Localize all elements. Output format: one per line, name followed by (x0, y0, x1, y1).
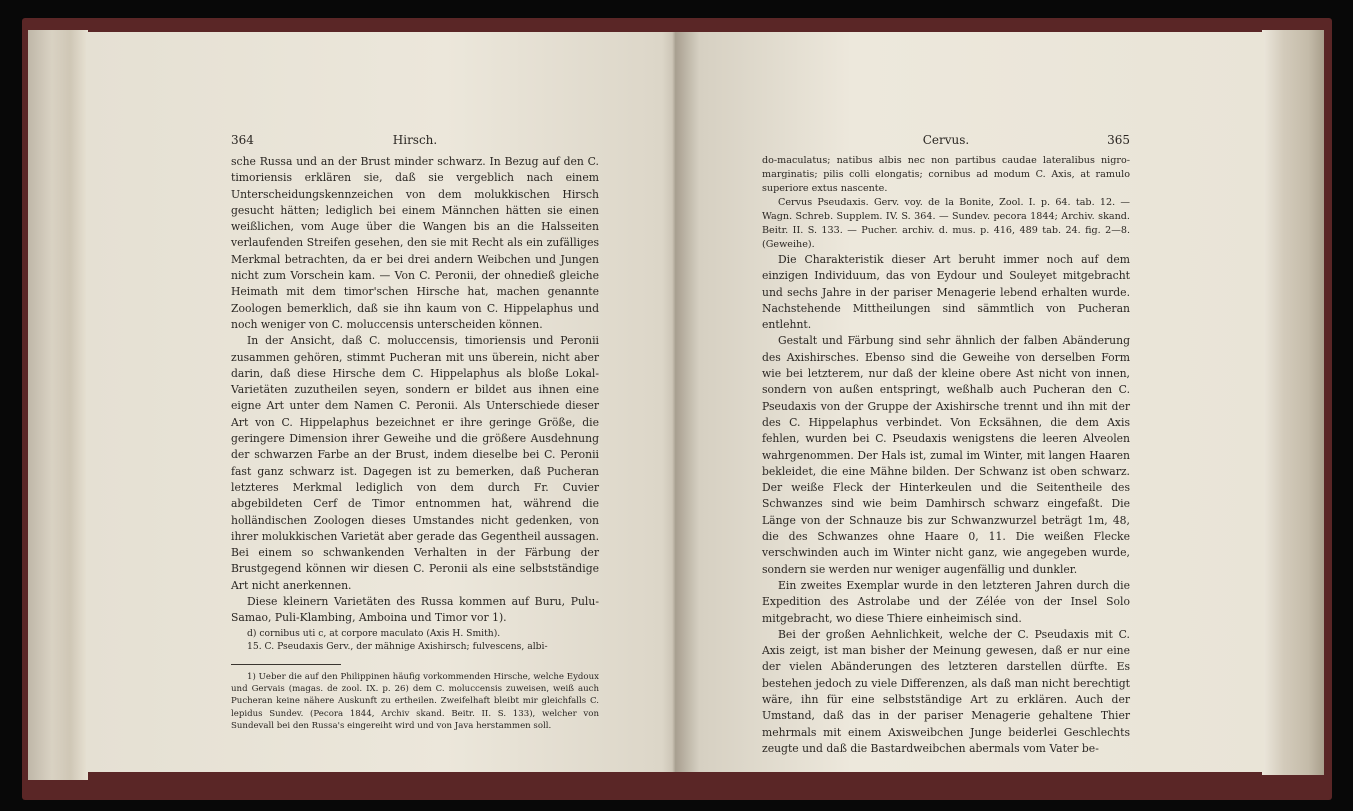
page-number: 365 (1107, 133, 1130, 147)
paragraph: Ein zweites Exemplar wurde in den letzteren Jahren durch die Expedition des Astrolabe und der Zélée von der Insel Solo mitgebracht, wo diese Thiere einheimisch sind. (762, 578, 1130, 625)
running-head: Hirsch. (392, 133, 438, 147)
left-page (86, 32, 686, 772)
left-text-column (231, 132, 599, 733)
running-head: Cervus. (922, 133, 970, 147)
left-header (231, 132, 599, 154)
page-stack-right (1262, 30, 1324, 775)
species-heading: 15. C. Pseudaxis Gerv., der mähnige Axishirsch; fulvescens, albi- (247, 641, 548, 653)
right-text-column (762, 132, 1130, 757)
right-page (676, 32, 1264, 772)
footnote: 1) Ueber die auf den Philippinen häufig vorkommenden Hirsche, welche Eydoux und Gervais (magas. de zool. IX. p. 26) dem C. moluccensis zuweisen, weiß auch Pucheran keine nähere Auskunft zu ertheilen. Zweifelhaft bleibt mir gleichfalls C. lepidus Sundev. (Pecora 1844, Archiv skand. Beitr. II. S. 133), welcher von Sundevall bei den Russa's eingereiht wird und von Java herstammen soll. (231, 671, 599, 732)
paragraph: Diese kleinern Varietäten des Russa kommen auf Buru, Pulu-Samao, Puli-Klambing, Amboina und Timor vor 1). (231, 595, 599, 625)
paragraph: sche Russa und an der Brust minder schwarz. In Bezug auf den C. timoriensis erklären sie, daß sie vergeblich nach einem Unterscheidungskennzeichen von dem molukkischen Hirsch gesucht hätten; lediglich bei einem Männchen hätten sie einen weißlichen, vom Auge über die Wangen bis an die Halsseiten verlaufenden Streifen gesehen, den sie mit Recht als ein zufälliges Merkmal betrachten, da er bei drei andern Weibchen und Jungen nicht zum Vorschein kam. — Von C. Peronii, der ohnedieß gleiche Heimath mit dem timor'schen Hirsche hat, machen genannte Zoologen bemerklich, daß sie ihn kaum von C. Hippelaphus und noch weniger von C. moluccensis unterscheiden können. (231, 155, 599, 331)
paragraph: In der Ansicht, daß C. moluccensis, timoriensis und Peronii zusammen gehören, stimmt Pucheran mit uns überein, nicht aber darin, daß diese Hirsche dem C. Hippelaphus als bloße Lokal-Varietäten zuzutheilen seyen, sondern er bildet aus ihnen eine eigne Art unter dem Namen C. Peronii. Als Unterschiede dieser Art von C. Hippelaphus bezeichnet er ihre geringe Größe, die geringere Dimension ihrer Geweihe und die größere Ausdehnung der schwarzen Farbe an der Brust, indem dieselbe bei C. Peronii fast ganz schwarz ist. Dagegen ist zu bemerken, daß Pucheran letzteres Merkmal lediglich von dem durch Fr. Cuvier abgebildeten Cerf de Timor entnommen hat, während die holländischen Zoologen dieses Umstandes nicht gedenken, von ihrer molukkischen Varietät aber gerade das Gegentheil aussagen. Bei einem so schwankenden Verhalten in der Färbung der Brustgegend können wir diesen C. Peronii als eine selbstständige Art nicht anerkennen. (231, 334, 599, 592)
paragraph: Bei der großen Aehnlichkeit, welche der C. Pseudaxis mit C. Axis zeigt, ist man bisher der Meinung gewesen, daß er nur eine der vielen Abänderungen des letzteren darstellen dürfte. Es bestehen jedoch zu viele Differenzen, als daß man nicht berechtigt wäre, ihn für eine selbstständige Art zu erklären. Auch der Umstand, daß das in der pariser Menagerie gehaltene Thier mehrmals mit einem Axisweibchen Junge beiderlei Geschlechts zeugte und daß die Bastardweibchen abermals vom Vater be- (762, 627, 1130, 755)
paragraph: Die Charakteristik dieser Art beruht immer noch auf dem einzigen Individuum, das von Eydour und Souleyet mitgebracht und sechs Jahre in der pariser Menagerie lebend erhalten wurde. Nachstehende Mittheilungen sind sämmtlich von Pucheran entlehnt. (762, 253, 1130, 332)
right-header (762, 132, 1130, 154)
page-stack-left (28, 30, 88, 780)
variety-line: d) cornibus uti c, at corpore maculato (Axis H. Smith). (247, 627, 501, 639)
paragraph: Gestalt und Färbung sind sehr ähnlich der falben Abänderung des Axishirsches. Ebenso sind die Geweihe von derselben Form wie bei letzterem, nur daß der kleine obere Ast nicht von innen, sondern von außen entspringt, weßhalb auch Pucheran den C. Pseudaxis von der Gruppe der Axishirsche trennt und ihn mit der des C. Hippelaphus verbindet. Von Ecksähnen, die dem Axis fehlen, wurden bei C. Pseudaxis wenigstens die leeren Alveolen wahrgenommen. Der Hals ist, zumal im Winter, mit langen Haaren bekleidet, die eine Mähne bilden. Der Schwanz ist oben schwarz. Der weiße Fleck der Hinterkeulen und die Seitentheile des Schwanzes sind wie beim Damhirsch schwarz eingefaßt. Die Länge von der Schnauze bis zur Schwanzwurzel beträgt 1m, 48, die des Schwanzes ohne Haare 0, 11. Die weißen Flecke verschwinden auch im Winter nicht ganz, wie angegeben wurde, sondern sie werden nur weniger augenfällig und dunkler. (762, 334, 1130, 576)
species-diagnosis: do-maculatus; natibus albis nec non partibus caudae lateralibus nigro-marginatis; pilis colli elongatis; cornibus ad modum C. Axis, at ramulo superiore extus nascente. (762, 155, 1130, 194)
synonymy: Cervus Pseudaxis. Gerv. voy. de la Bonite, Zool. I. p. 64. tab. 12. — Wagn. Schreb. Supplem. IV. S. 364. — Sundev. pecora 1844; Archiv. skand. Beitr. II. S. 133. — Pucher. archiv. d. mus. p. 416, 489 tab. 24. fig. 2—8. (Geweihe). (762, 197, 1130, 250)
page-number: 364 (231, 133, 254, 147)
footnote-rule (231, 664, 341, 665)
